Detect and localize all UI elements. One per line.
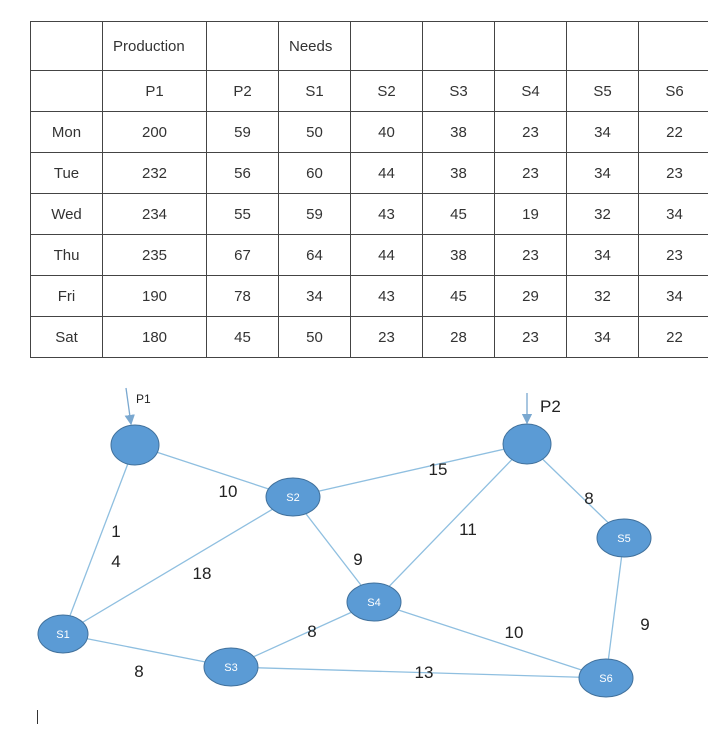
edges-layer — [63, 444, 624, 678]
source-label-p1: P1 — [136, 392, 151, 406]
edge-weight-s4-s6: 10 — [504, 623, 524, 642]
edge-weight-s1-s3: 8 — [134, 662, 144, 681]
table-cell: 23 — [495, 235, 567, 276]
table-cell: S6 — [639, 71, 711, 112]
edge-weight-p2-s4: 11 — [459, 520, 477, 539]
table-cell: 34 — [567, 112, 639, 153]
table-cell: 44 — [351, 235, 423, 276]
edge-weight-s2-s4: 9 — [353, 550, 363, 569]
row-label-cell: Tue — [31, 153, 103, 194]
table-cell: 38 — [423, 153, 495, 194]
table-cell: 234 — [103, 194, 207, 235]
table-cell: Production — [103, 22, 207, 71]
node-label-s3: S3 — [224, 662, 238, 674]
node-p2 — [503, 424, 551, 464]
table-cell: 50 — [279, 317, 351, 358]
table-cell: 34 — [639, 194, 711, 235]
table-cell: 19 — [495, 194, 567, 235]
edge-s2-p2 — [293, 444, 527, 497]
edge-weight-s3-s6: 13 — [414, 663, 434, 682]
table-cell: 55 — [207, 194, 279, 235]
table-cell: 23 — [639, 235, 711, 276]
table-cell: 34 — [567, 235, 639, 276]
row-label-cell: Sat — [31, 317, 103, 358]
table-cell: 22 — [639, 112, 711, 153]
row-label-cell: Mon — [31, 112, 103, 153]
table-cell: Needs — [279, 22, 351, 71]
node-label-s6: S6 — [599, 673, 613, 685]
table-cell: 60 — [279, 153, 351, 194]
node-label-s5: S5 — [617, 533, 631, 545]
table-cell: 28 — [423, 317, 495, 358]
table-cell: 44 — [351, 153, 423, 194]
table-cell: S3 — [423, 71, 495, 112]
table-cell: S1 — [279, 71, 351, 112]
table-cell: 200 — [103, 112, 207, 153]
edge-weight-p2-s5: 8 — [584, 489, 594, 508]
edge-s5-s6 — [606, 538, 624, 678]
edge-p2-s4 — [374, 444, 527, 602]
table-cell: 232 — [103, 153, 207, 194]
edge-weight-s1-s2: 18 — [192, 564, 212, 583]
table-cell: 38 — [423, 112, 495, 153]
table-cell: 180 — [103, 317, 207, 358]
edge-weight-s5-s6: 9 — [640, 615, 650, 634]
edge-weight-s4-s3: 8 — [307, 622, 317, 641]
table-cell: P2 — [207, 71, 279, 112]
source-label-p2: P2 — [540, 397, 561, 416]
table-cell: 45 — [207, 317, 279, 358]
node-label-s1: S1 — [56, 629, 70, 641]
table-cell: 23 — [495, 153, 567, 194]
table-cell: 29 — [495, 276, 567, 317]
table-cell: 32 — [567, 276, 639, 317]
edge-weights-layer — [111, 460, 649, 682]
table-cell: 23 — [351, 317, 423, 358]
row-label-cell: Wed — [31, 194, 103, 235]
table-cell: 23 — [639, 153, 711, 194]
table-cell: 43 — [351, 194, 423, 235]
text-cursor — [37, 710, 38, 724]
table-cell: 32 — [567, 194, 639, 235]
table-cell: 34 — [279, 276, 351, 317]
edge-weight-p1-s1: 1 4 — [111, 522, 121, 571]
table-cell: 67 — [207, 235, 279, 276]
table-cell: 50 — [279, 112, 351, 153]
table-cell: P1 — [103, 71, 207, 112]
table-cell: 34 — [567, 317, 639, 358]
table-cell: S4 — [495, 71, 567, 112]
table-cell: 34 — [567, 153, 639, 194]
table-cell: 23 — [495, 317, 567, 358]
table-cell: 22 — [639, 317, 711, 358]
table-cell: 43 — [351, 276, 423, 317]
table-cell: 235 — [103, 235, 207, 276]
table-cell: S5 — [567, 71, 639, 112]
table-cell: 190 — [103, 276, 207, 317]
table-cell: 78 — [207, 276, 279, 317]
table-cell: 59 — [279, 194, 351, 235]
edge-weight-s2-p2: 15 — [428, 460, 448, 479]
table-cell: S2 — [351, 71, 423, 112]
table-cell: 59 — [207, 112, 279, 153]
table-cell: 40 — [351, 112, 423, 153]
node-p1 — [111, 425, 159, 465]
source-arrows-layer — [126, 388, 561, 424]
edge-p1-s1 — [63, 445, 135, 634]
node-label-s4: S4 — [367, 597, 381, 609]
table-cell: 56 — [207, 153, 279, 194]
edge-s1-s2 — [63, 497, 293, 634]
table-cell: 38 — [423, 235, 495, 276]
edge-weight-p1-s2: 10 — [218, 482, 238, 501]
node-label-s2: S2 — [286, 492, 300, 504]
source-arrow-p1 — [126, 388, 131, 424]
edge-s4-s6 — [374, 602, 606, 678]
table-cell: 34 — [639, 276, 711, 317]
table-cell: 45 — [423, 194, 495, 235]
row-label-cell: Thu — [31, 235, 103, 276]
row-label-cell: Fri — [31, 276, 103, 317]
table-cell: 64 — [279, 235, 351, 276]
nodes-layer — [38, 424, 651, 697]
table-cell: 45 — [423, 276, 495, 317]
table-cell: 23 — [495, 112, 567, 153]
